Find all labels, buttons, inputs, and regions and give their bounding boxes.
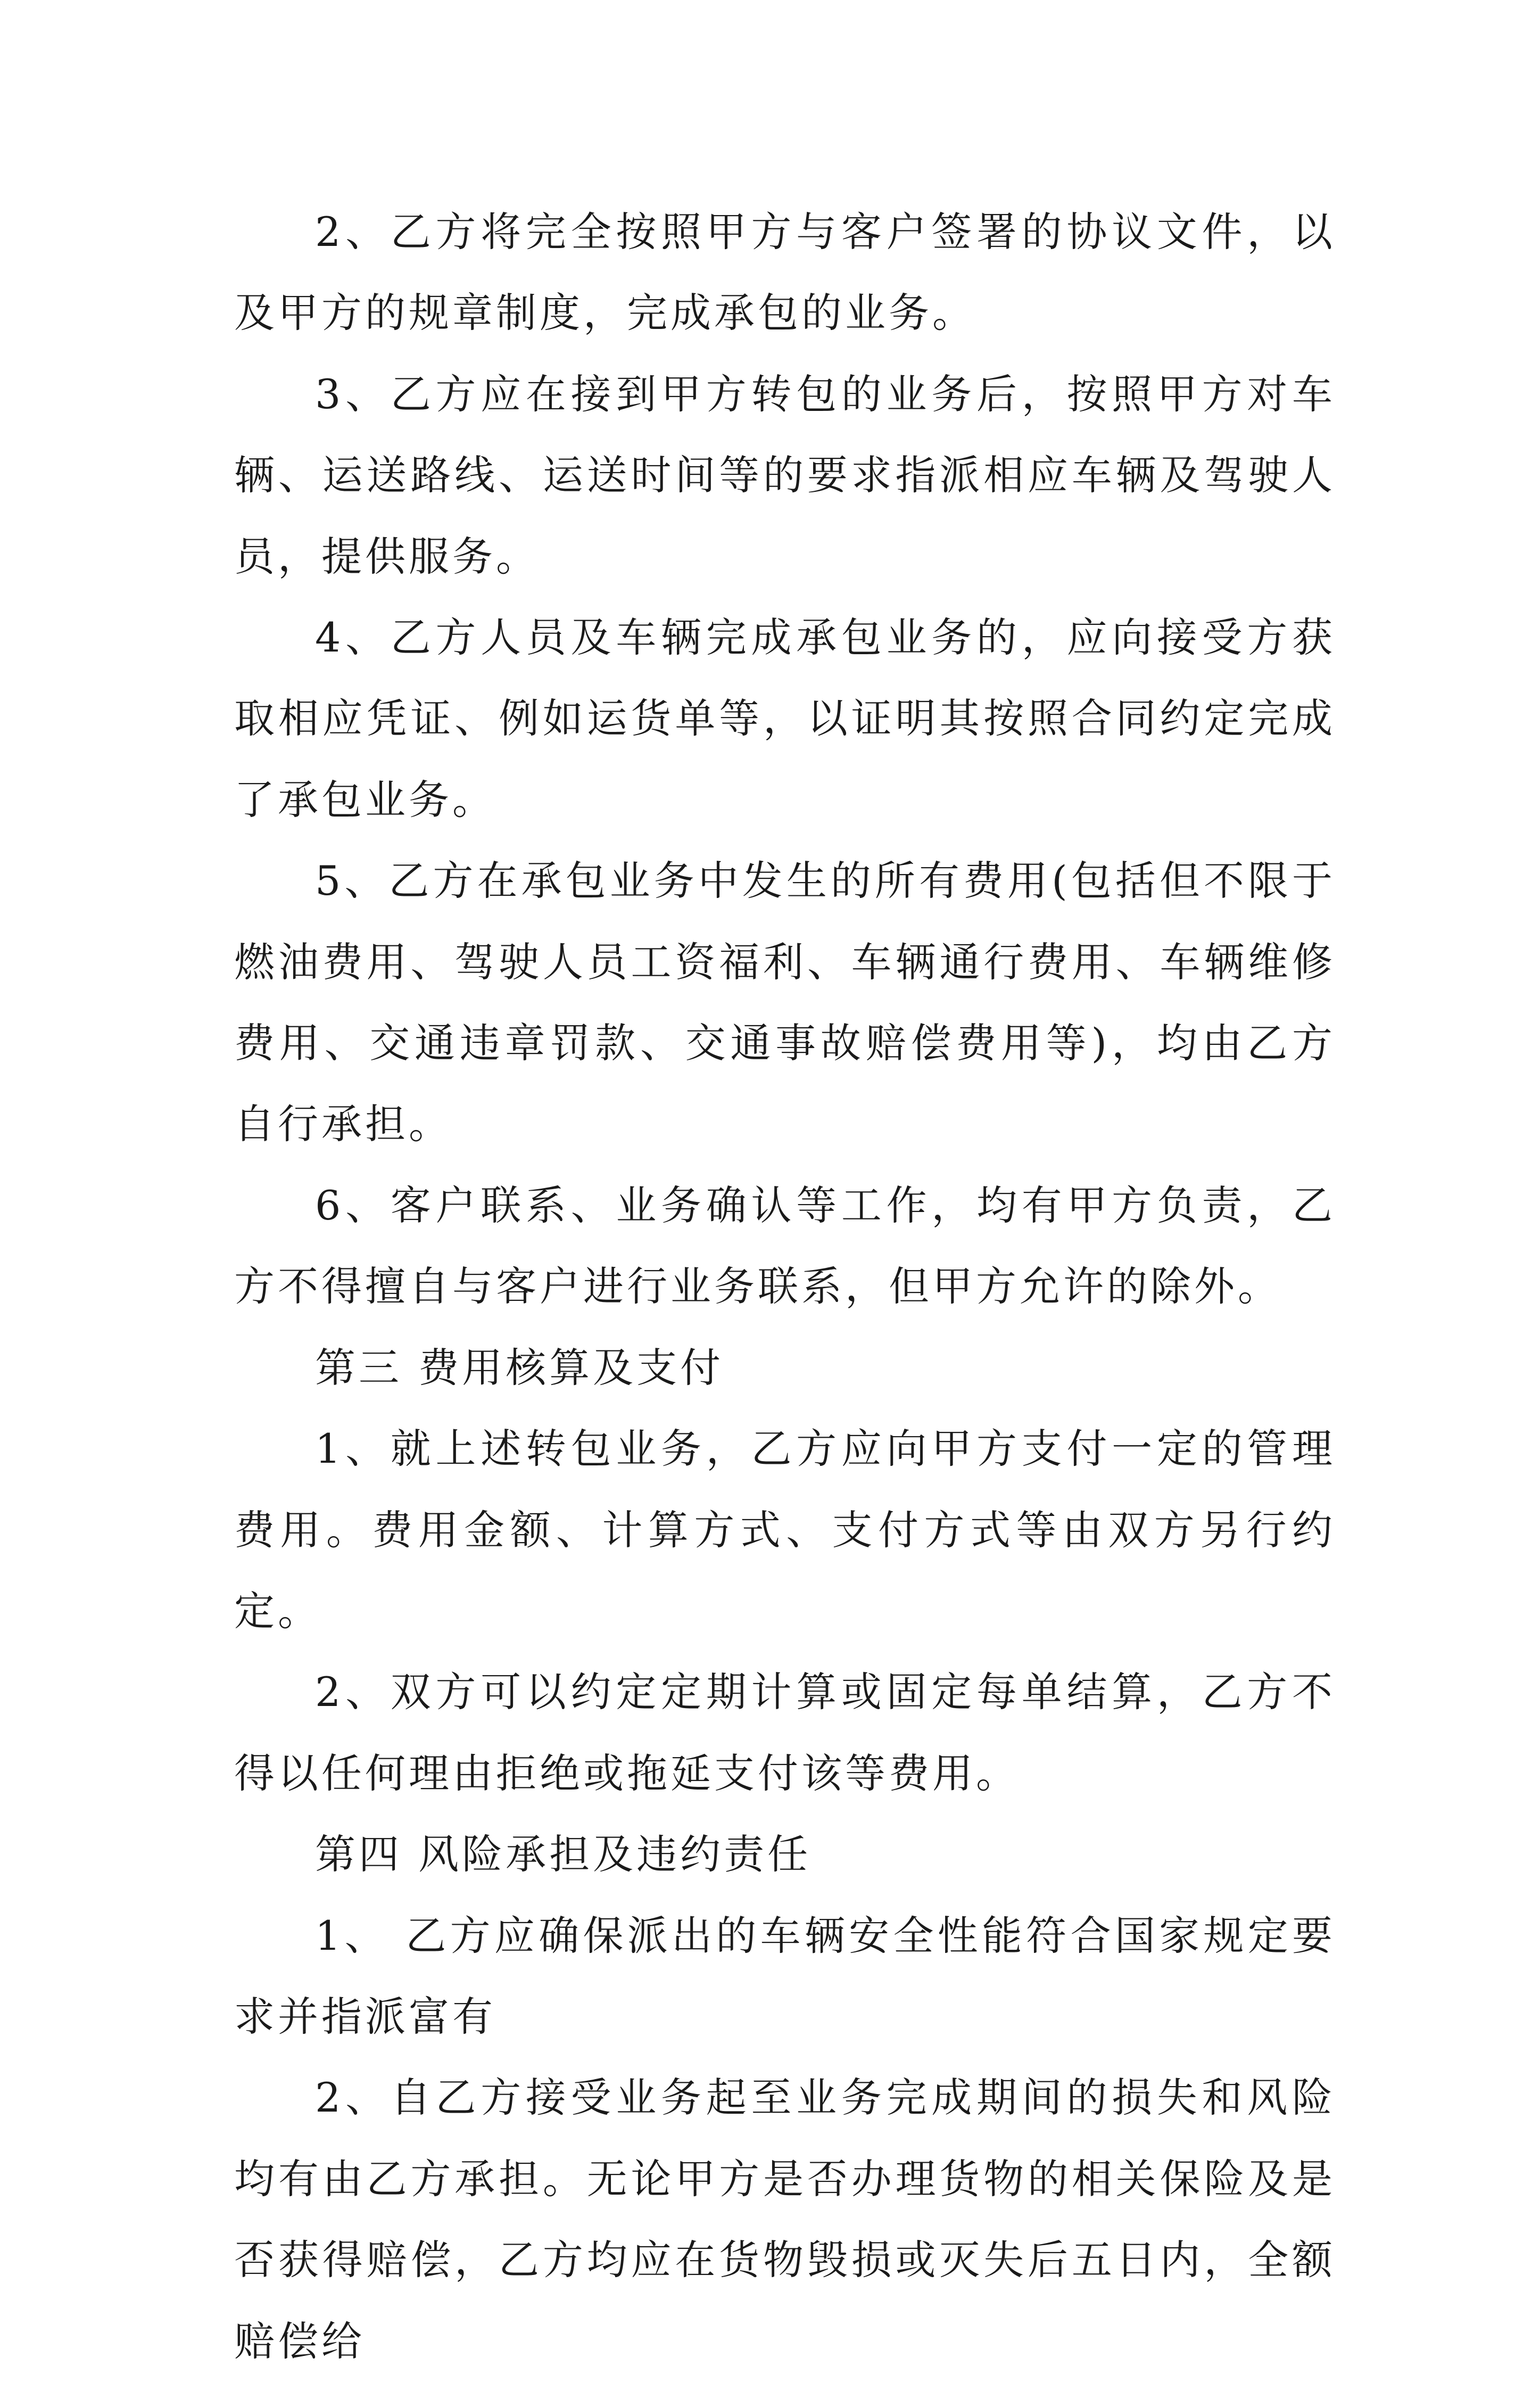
section-3-heading: 第三 费用核算及支付	[315, 1344, 724, 1391]
document-body	[234, 192, 1336, 2382]
clause-2-paragraph: 2、乙方将完全按照甲方与客户签署的协议文件，以及甲方的规章制度，完成承包的业务。	[234, 208, 1336, 337]
section-4-heading: 第四 风险承担及违约责任	[315, 1831, 812, 1878]
section-4-clause-2-paragraph: 2、自乙方接受业务起至业务完成期间的损失和风险均有由乙方承担。无论甲方是否办理货物的相关保险及是否获得赔偿，乙方均应在货物毁损或灭失后五日内，全额赔偿给	[234, 2074, 1336, 2365]
section-4-clause-1-paragraph: 1、 乙方应确保派出的车辆安全性能符合国家规定要求并指派富有	[234, 1911, 1336, 2040]
clause-5-paragraph: 5、乙方在承包业务中发生的所有费用(包括但不限于燃油费用、驾驶人员工资福利、车辆通行费用、车辆维修费用、交通违章罚款、交通事故赔偿费用等)，均由乙方自行承担。	[234, 857, 1336, 1148]
section-3-clause-1-paragraph: 1、就上述转包业务，乙方应向甲方支付一定的管理费用。费用金额、计算方式、支付方式等由双方另行约定。	[234, 1425, 1336, 1635]
clause-4-paragraph: 4、乙方人员及车辆完成承包业务的，应向接受方获取相应凭证、例如运货单等，以证明其按照合同约定完成了承包业务。	[234, 614, 1336, 823]
clause-6-paragraph: 6、客户联系、业务确认等工作，均有甲方负责，乙方不得擅自与客户进行业务联系，但甲方允许的除外。	[234, 1181, 1336, 1310]
clause-3-paragraph: 3、乙方应在接到甲方转包的业务后，按照甲方对车辆、运送路线、运送时间等的要求指派相应车辆及驾驶人员，提供服务。	[234, 370, 1336, 580]
section-3-clause-2-paragraph: 2、双方可以约定定期计算或固定每单结算，乙方不得以任何理由拒绝或拖延支付该等费用。	[234, 1668, 1336, 1797]
